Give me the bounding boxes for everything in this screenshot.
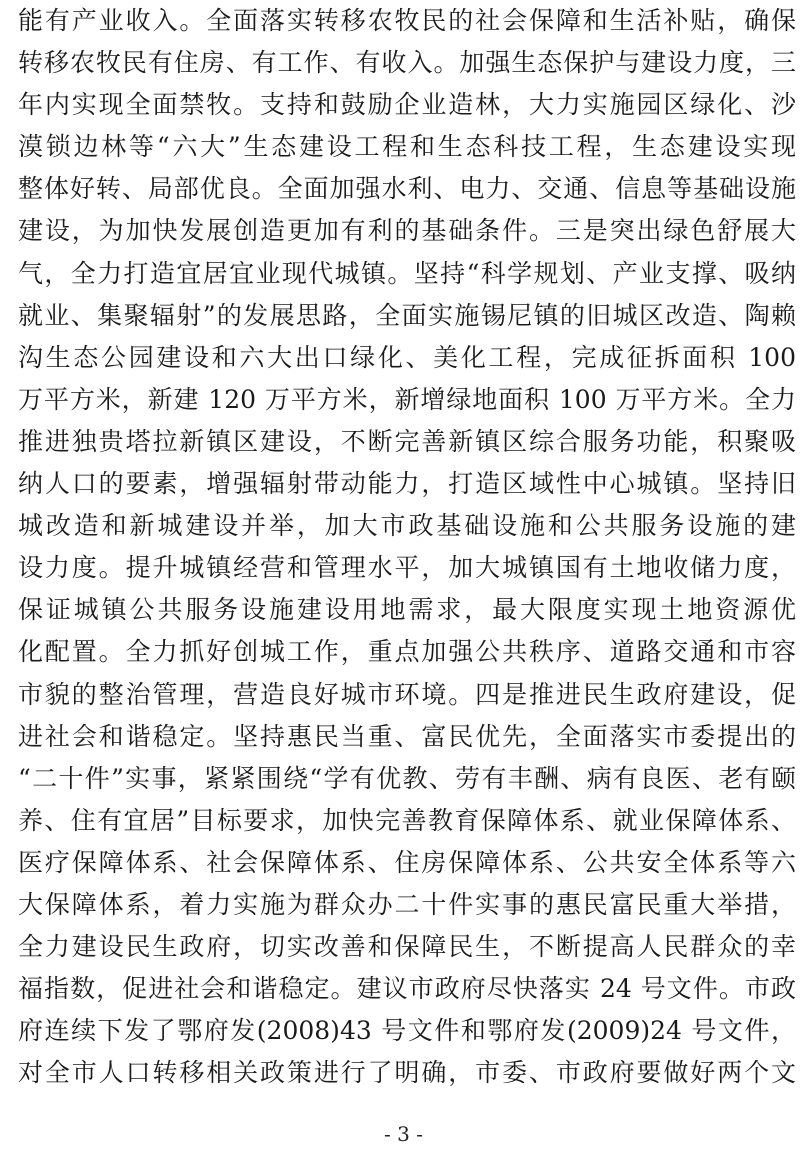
- text-line: 医疗保障体系、社会保障体系、住房保障体系、公共安全体系等六: [18, 847, 796, 877]
- text-line: 城改造和新城建设并举，加大市政基础设施和公共服务设施的建: [18, 511, 796, 541]
- text-line: 养、住有宜居”目标要求，加快完善教育保障体系、就业保障体系、: [18, 805, 796, 835]
- text-line: 推进独贵塔拉新镇区建设，不断完善新镇区综合服务功能，积聚吸: [18, 426, 796, 456]
- body-text: [18, 0, 796, 1094]
- text-line: 沟生态公园建设和六大出口绿化、美化工程，完成征拆面积 100: [18, 342, 796, 372]
- text-line: 转移农牧民有住房、有工作、有收入。加强生态保护与建设力度，三: [18, 48, 796, 78]
- text-line: 大保障体系，着力实施为群众办二十件实事的惠民富民重大举措，: [18, 889, 796, 919]
- text-line: 市貌的整治管理，营造良好城市环境。四是推进民生政府建设，促: [18, 679, 796, 709]
- text-line: 就业、集聚辐射”的发展思路，全面实施锡尼镇的旧城区改造、陶赖: [18, 300, 796, 330]
- text-line: 建设，为加快发展创造更加有利的基础条件。三是突出绿色舒展大: [18, 216, 796, 246]
- text-line: 能有产业收入。全面落实转移农牧民的社会保障和生活补贴，确保: [18, 6, 796, 35]
- text-line: 保证城镇公共服务设施建设用地需求，最大限度实现土地资源优: [18, 595, 796, 625]
- text-line: 对全市人口转移相关政策进行了明确，市委、市政府要做好两个文: [18, 1058, 796, 1088]
- text-line: 年内实现全面禁牧。支持和鼓励企业造林，大力实施园区绿化、沙: [18, 90, 796, 120]
- text-line: 福指数，促进社会和谐稳定。建议市政府尽快落实 24 号文件。市政: [18, 974, 796, 1004]
- page-number: - 3 -: [384, 1122, 423, 1146]
- text-line: 整体好转、局部优良。全面加强水利、电力、交通、信息等基础设施: [18, 174, 796, 204]
- text-line: 进社会和谐稳定。坚持惠民当重、富民优先，全面落实市委提出的: [18, 721, 796, 751]
- text-line: 气，全力打造宜居宜业现代城镇。坚持“科学规划、产业支撑、吸纳: [18, 258, 796, 288]
- text-line: 全力建设民生政府，切实改善和保障民生，不断提高人民群众的幸: [18, 932, 796, 962]
- text-line: 设力度。提升城镇经营和管理水平，加大城镇国有土地收储力度，: [18, 553, 796, 583]
- text-line: 漠锁边林等“六大”生态建设工程和生态科技工程，生态建设实现: [18, 132, 796, 162]
- text-line: 府连续下发了鄂府发(2008)43 号文件和鄂府发(2009)24 号文件，: [18, 1016, 796, 1046]
- text-line: 化配置。全力抓好创城工作，重点加强公共秩序、道路交通和市容: [18, 637, 796, 667]
- text-line: “二十件”实事，紧紧围绕“学有优教、劳有丰酬、病有良医、老有颐: [18, 763, 796, 793]
- text-line: 万平方米，新建 120 万平方米，新增绿地面积 100 万平方米。全力: [18, 384, 796, 414]
- text-line: 纳人口的要素，增强辐射带动能力，打造区域性中心城镇。坚持旧: [18, 469, 796, 499]
